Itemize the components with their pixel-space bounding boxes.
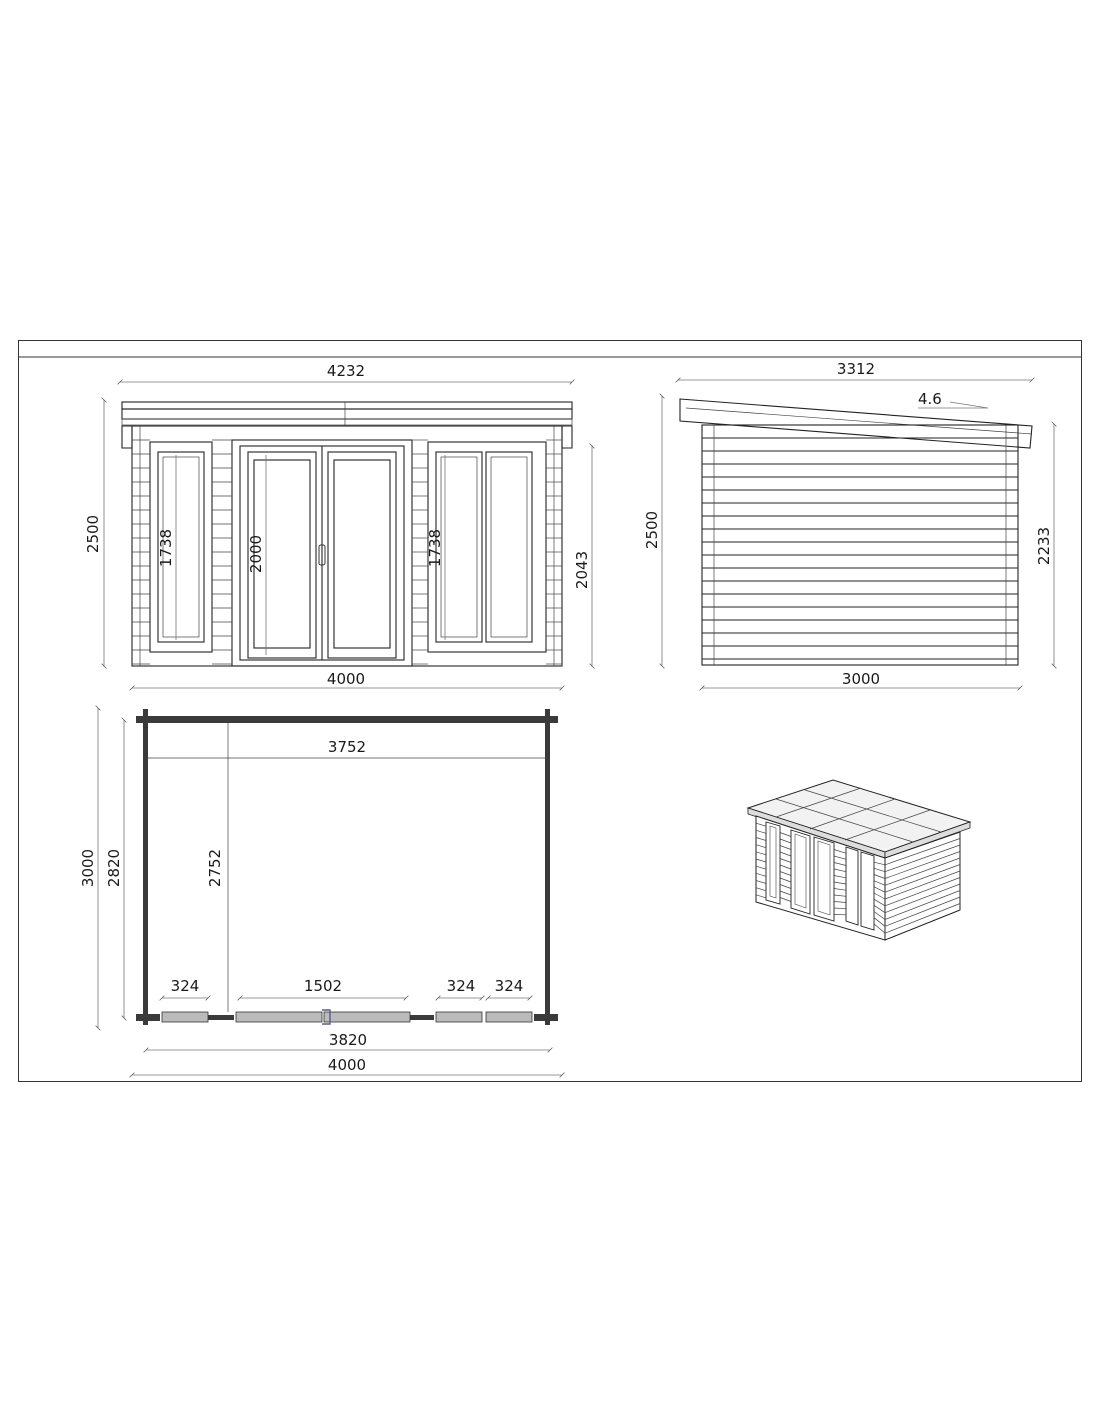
dim-front-height: 2500 xyxy=(84,514,102,554)
isometric-view xyxy=(748,780,970,940)
dim-plan-window-right-b: 324 xyxy=(494,977,524,995)
dim-roof-pitch: 4.6 xyxy=(918,390,942,408)
plan-window-left xyxy=(162,1012,208,1022)
plan-door-leaf-left xyxy=(236,1012,322,1022)
dim-front-wall-width: 4000 xyxy=(326,670,366,688)
dim-plan-inner-depth: 2752 xyxy=(206,848,224,888)
front-elevation xyxy=(122,402,572,666)
plan-window-right-b xyxy=(486,1012,532,1022)
plan-window-right-a xyxy=(436,1012,482,1022)
dim-plan-window-left: 324 xyxy=(170,977,200,995)
dim-plan-outer-depth: 3000 xyxy=(79,848,97,888)
dim-front-overall-width: 4232 xyxy=(326,362,366,380)
dim-side-height: 2500 xyxy=(643,510,661,550)
dim-plan-overall-width: 4000 xyxy=(327,1056,367,1074)
dim-opening-height: 2043 xyxy=(573,550,591,590)
dim-plan-front-span: 3820 xyxy=(328,1031,368,1049)
dim-door-height: 2000 xyxy=(247,534,265,574)
dim-left-window-height: 1738 xyxy=(157,528,175,568)
dim-plan-window-right-a: 324 xyxy=(446,977,476,995)
dim-plan-wall-depth: 2820 xyxy=(105,848,123,888)
side-elevation xyxy=(680,399,1032,665)
dim-plan-door-width: 1502 xyxy=(303,977,343,995)
dim-roof-length: 3312 xyxy=(836,360,876,378)
dim-right-window-height: 1738 xyxy=(426,528,444,568)
front-dimensions xyxy=(84,362,592,688)
dim-side-depth: 3000 xyxy=(841,670,881,688)
dim-rear-height: 2233 xyxy=(1035,526,1053,566)
dim-plan-inner-width: 3752 xyxy=(327,738,367,756)
plan-door-leaf-right xyxy=(324,1012,410,1022)
